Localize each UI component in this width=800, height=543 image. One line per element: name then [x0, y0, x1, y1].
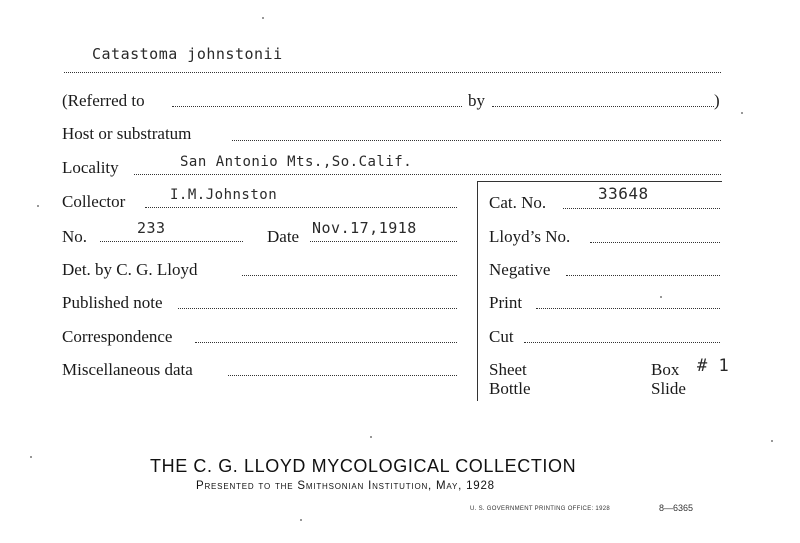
scan-speck [37, 205, 39, 207]
printing-office-note: U. S. GOVERNMENT PRINTING OFFICE: 1928 [470, 506, 610, 512]
scan-speck [660, 296, 662, 298]
misc-label: Miscellaneous data [62, 360, 193, 379]
collection-title: THE C. G. LLOYD MYCOLOGICAL COLLECTION [150, 456, 577, 476]
scan-speck [30, 456, 32, 458]
referred-label: (Referred to [62, 91, 145, 110]
cat-no-rule [563, 208, 720, 209]
collection-subtitle: Presented to the Smithsonian Institution, May, 1928 [196, 480, 495, 492]
scan-speck [262, 17, 264, 19]
no-rule [100, 241, 243, 242]
date-label: Date [267, 227, 300, 246]
locality-value: San Antonio Mts.,So.Calif. [180, 154, 413, 170]
no-label: No. [62, 227, 88, 246]
form-code: 8—6365 [659, 503, 694, 513]
lloyds-no-label: Lloyd’s No. [489, 227, 571, 246]
det-label: Det. by C. G. Lloyd [62, 260, 198, 279]
negative-rule [566, 275, 720, 276]
cut-label: Cut [489, 327, 514, 346]
no-value: 233 [137, 219, 166, 237]
correspondence-rule [195, 342, 457, 343]
slide-label: Slide [651, 379, 686, 398]
published-label: Published note [62, 293, 163, 312]
scan-speck [370, 436, 372, 438]
referred-rule [172, 106, 462, 107]
collector-label: Collector [62, 192, 126, 211]
scan-speck [771, 440, 773, 442]
print-rule [536, 308, 720, 309]
print-label: Print [489, 293, 523, 312]
misc-rule [228, 375, 457, 376]
species-name: Catastoma johnstonii [92, 45, 283, 63]
collector-rule [145, 207, 457, 208]
scan-speck [741, 112, 743, 114]
date-value: Nov.17,1918 [312, 219, 417, 237]
cut-rule [524, 342, 720, 343]
lloyds-no-rule [590, 242, 720, 243]
locality-label: Locality [62, 158, 119, 177]
scan-speck [300, 519, 302, 521]
date-rule [310, 241, 457, 242]
box-label: Box [651, 360, 680, 379]
close-paren: ) [714, 91, 720, 110]
box-value: # 1 [697, 356, 730, 376]
correspondence-label: Correspondence [62, 327, 173, 346]
negative-label: Negative [489, 260, 551, 279]
host-label: Host or substratum [62, 124, 192, 143]
published-rule [178, 308, 457, 309]
sheet-label: Sheet [489, 360, 527, 379]
det-rule [242, 275, 457, 276]
locality-rule [134, 174, 721, 175]
collector-value: I.M.Johnston [170, 187, 278, 203]
by-rule [492, 106, 714, 107]
species-rule [64, 72, 721, 73]
by-label: by [468, 91, 485, 110]
cat-no-label: Cat. No. [489, 193, 547, 212]
host-rule [232, 140, 721, 141]
cat-no-value: 33648 [598, 184, 649, 203]
bottle-label: Bottle [489, 379, 531, 398]
